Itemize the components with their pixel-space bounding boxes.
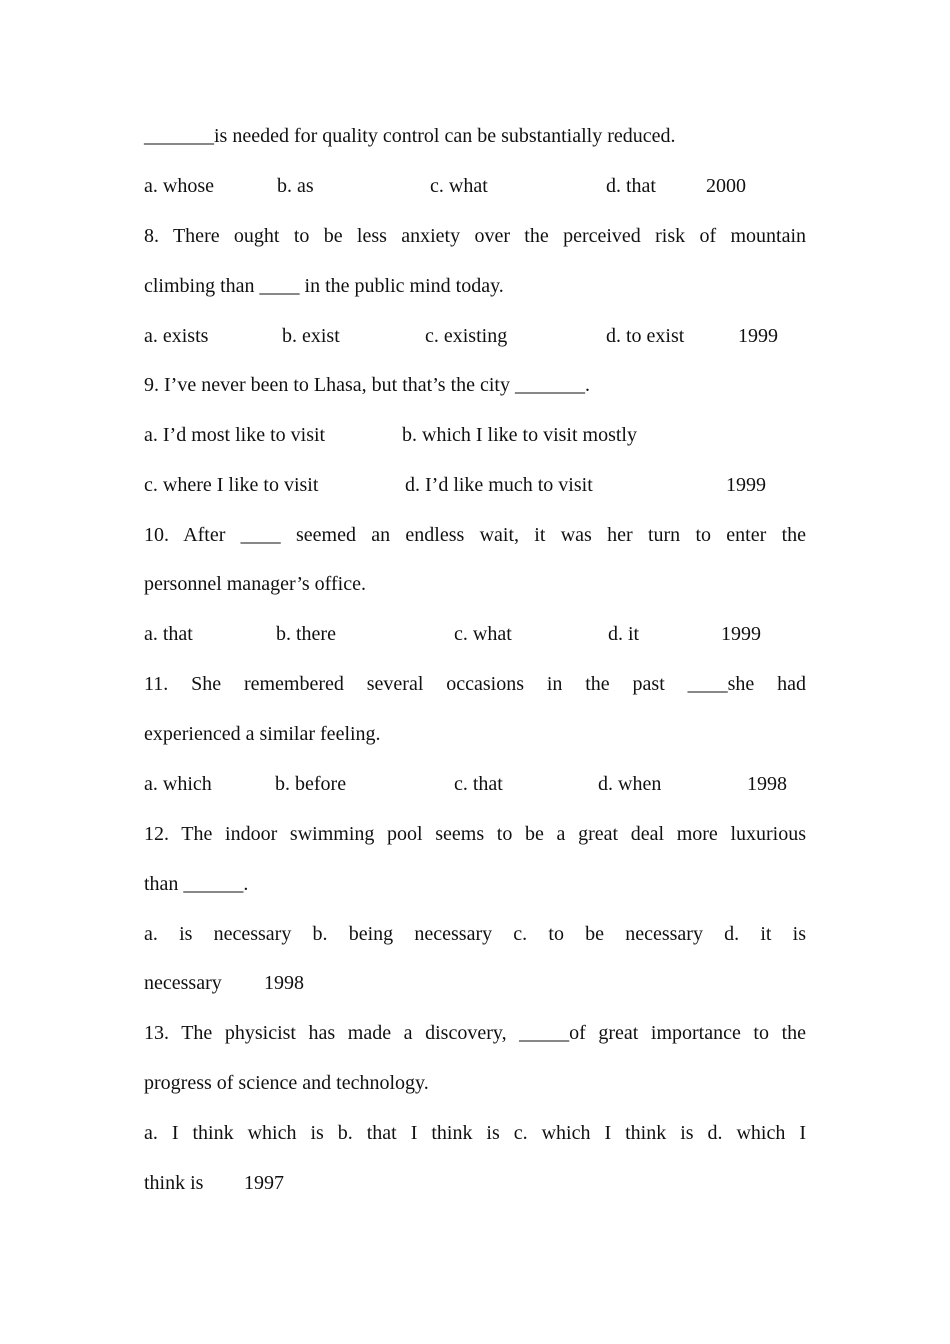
q8-stem-line1: 8. There ought to be less anxiety over the perceived risk of mountain xyxy=(144,225,806,247)
q11-stem-line2: experienced a similar feeling. xyxy=(144,723,381,745)
q8-year: 1999 xyxy=(738,325,778,347)
q9-option-a: a. I’d most like to visit xyxy=(144,424,326,446)
q7-options xyxy=(144,174,806,198)
q9-option-b: b. which I like to visit mostly xyxy=(402,424,637,446)
q12-options-line1: a. is necessary b. being necessary c. to be necessary d. it is xyxy=(144,923,806,945)
q13-stem-line1: 13. The physicist has made a discovery, _____of great importance to the xyxy=(144,1022,806,1044)
q11-option-c: c. that xyxy=(454,773,503,795)
q8-option-a: a. exists xyxy=(144,325,209,347)
q10-option-d: d. it xyxy=(608,623,640,645)
q9-options-row1 xyxy=(144,423,806,447)
q9-options-row2 xyxy=(144,473,806,497)
q11-option-b: b. before xyxy=(275,773,347,795)
q11-year: 1998 xyxy=(747,773,787,795)
q8-option-c: c. existing xyxy=(425,325,508,347)
q10-option-b: b. there xyxy=(276,623,336,645)
q7-year: 2000 xyxy=(706,175,746,197)
q12-stem-line2: than ______. xyxy=(144,873,249,895)
q10-stem-line1: 10. After ____ seemed an endless wait, it was her turn to enter the xyxy=(144,524,806,546)
q7-option-b: b. as xyxy=(277,175,314,197)
q10-year: 1999 xyxy=(721,623,761,645)
q9-year: 1999 xyxy=(726,474,766,496)
q7-stem xyxy=(144,124,806,148)
q7-option-a: a. whose xyxy=(144,175,214,197)
q13-options-line2 xyxy=(144,1171,806,1195)
q13-option-d-cont: think is xyxy=(144,1172,204,1194)
q10-options xyxy=(144,622,806,646)
q8-options xyxy=(144,324,806,348)
q10-option-a: a. that xyxy=(144,623,193,645)
q9-option-d: d. I’d like much to visit xyxy=(405,474,593,496)
q11-option-d: d. when xyxy=(598,773,662,795)
q9-stem: 9. I’ve never been to Lhasa, but that’s the city _______. xyxy=(144,374,590,396)
q7-stem-text: _______is needed for quality control can be substantially reduced. xyxy=(144,125,676,147)
q13-year: 1997 xyxy=(244,1172,284,1194)
q11-options xyxy=(144,772,806,796)
q12-stem-line1: 12. The indoor swimming pool seems to be a great deal more luxurious xyxy=(144,823,806,845)
q9-option-c: c. where I like to visit xyxy=(144,474,319,496)
q11-stem-line1: 11. She remembered several occasions in the past ____she had xyxy=(144,673,806,695)
q13-stem-line2: progress of science and technology. xyxy=(144,1072,429,1094)
q8-option-d: d. to exist xyxy=(606,325,685,347)
q7-option-c: c. what xyxy=(430,175,488,197)
q10-option-c: c. what xyxy=(454,623,512,645)
q8-option-b: b. exist xyxy=(282,325,340,347)
q12-year: 1998 xyxy=(264,972,304,994)
q7-option-d: d. that xyxy=(606,175,656,197)
q12-options-line2 xyxy=(144,971,806,995)
q13-options-line1: a. I think which is b. that I think is c. which I think is d. which I xyxy=(144,1122,806,1144)
q12-option-d-cont: necessary xyxy=(144,972,222,994)
q10-stem-line2: personnel manager’s office. xyxy=(144,573,366,595)
q8-stem-line2: climbing than ____ in the public mind today. xyxy=(144,275,504,297)
q11-option-a: a. which xyxy=(144,773,212,795)
